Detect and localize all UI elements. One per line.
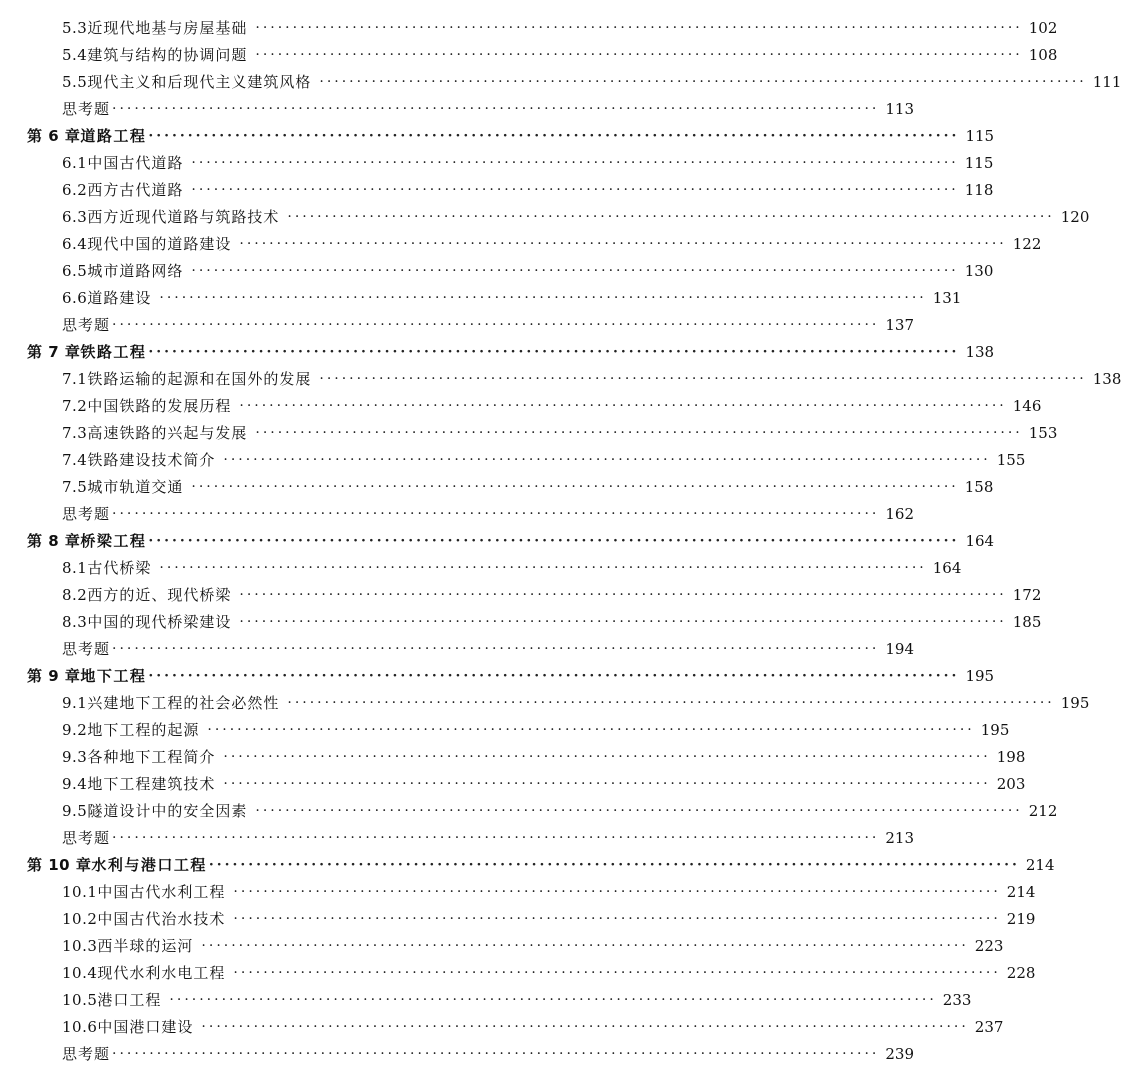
dot-leader: ······································································································· bbox=[239, 398, 1007, 414]
page-number: 120 bbox=[1060, 208, 1090, 226]
dot-leader: ······································································································· bbox=[239, 236, 1007, 252]
toc-chapter-row[interactable] bbox=[0, 663, 995, 690]
page-number: 115 bbox=[964, 154, 994, 172]
page-number: 138 bbox=[1092, 370, 1121, 388]
page-number: 130 bbox=[964, 262, 994, 280]
toc-section-row[interactable] bbox=[0, 960, 1036, 987]
page-number: 158 bbox=[964, 478, 994, 496]
section-number: 7.1 bbox=[62, 370, 88, 388]
page-number: 111 bbox=[1092, 73, 1121, 91]
section-number: 10.5 bbox=[62, 991, 98, 1009]
chapter-number: 第 6 章 bbox=[27, 127, 81, 145]
chapter-title: 地下工程 bbox=[80, 667, 147, 685]
section-number: 5.3 bbox=[62, 19, 88, 37]
page-number: 102 bbox=[1028, 19, 1058, 37]
toc-section-row[interactable] bbox=[0, 1014, 1004, 1041]
toc-exercises-row[interactable] bbox=[0, 96, 915, 123]
section-title: 各种地下工程简介 bbox=[87, 748, 216, 766]
dot-leader: ······································································································· bbox=[191, 479, 959, 495]
dot-leader: ······································································································· bbox=[201, 938, 969, 954]
section-number: 6.1 bbox=[62, 154, 88, 172]
chapter-title: 道路工程 bbox=[80, 127, 147, 145]
table-of-contents bbox=[0, 15, 1121, 1068]
exercises-title: 思考题 bbox=[62, 640, 111, 658]
toc-section-row[interactable] bbox=[0, 177, 994, 204]
section-title: 中国港口建设 bbox=[97, 1018, 194, 1036]
toc-section-row[interactable] bbox=[0, 231, 1042, 258]
section-title: 兴建地下工程的社会必然性 bbox=[87, 694, 280, 712]
page-number: 228 bbox=[1006, 964, 1036, 982]
toc-section-row[interactable] bbox=[0, 987, 972, 1014]
section-title: 中国铁路的发展历程 bbox=[87, 397, 232, 415]
toc-section-row[interactable] bbox=[0, 744, 1026, 771]
toc-exercises-row[interactable] bbox=[0, 1041, 915, 1068]
section-title: 地下工程的起源 bbox=[87, 721, 200, 739]
toc-exercises-row[interactable] bbox=[0, 636, 915, 663]
page-number: 214 bbox=[1006, 883, 1036, 901]
toc-exercises-row[interactable] bbox=[0, 501, 915, 528]
toc-section-row[interactable] bbox=[0, 258, 994, 285]
dot-leader: ······································································································· bbox=[223, 452, 991, 468]
section-title: 中国古代道路 bbox=[87, 154, 184, 172]
section-number: 5.5 bbox=[62, 73, 88, 91]
section-title: 现代主义和后现代主义建筑风格 bbox=[87, 73, 312, 91]
toc-section-row[interactable] bbox=[0, 582, 1042, 609]
section-number: 6.6 bbox=[62, 289, 88, 307]
toc-section-row[interactable] bbox=[0, 285, 962, 312]
section-number: 10.3 bbox=[62, 937, 98, 955]
section-number: 9.5 bbox=[62, 802, 88, 820]
dot-leader: ······································································································· bbox=[223, 776, 991, 792]
section-title: 现代中国的道路建设 bbox=[87, 235, 232, 253]
toc-section-row[interactable] bbox=[0, 906, 1036, 933]
section-title: 道路建设 bbox=[87, 289, 152, 307]
page-number: 118 bbox=[964, 181, 994, 199]
toc-section-row[interactable] bbox=[0, 420, 1058, 447]
dot-leader: ······································································································· bbox=[239, 587, 1007, 603]
chapter-title: 桥梁工程 bbox=[80, 532, 147, 550]
dot-leader: ······································································································· bbox=[159, 560, 927, 576]
page-number: 237 bbox=[974, 1018, 1004, 1036]
exercises-title: 思考题 bbox=[62, 505, 111, 523]
dot-leader: ······································································································· bbox=[148, 128, 960, 144]
dot-leader: ······································································································· bbox=[287, 209, 1055, 225]
toc-exercises-row[interactable] bbox=[0, 825, 915, 852]
dot-leader: ······································································································· bbox=[112, 317, 880, 333]
section-number: 10.2 bbox=[62, 910, 98, 928]
chapter-number: 第 8 章 bbox=[27, 532, 81, 550]
section-title: 城市轨道交通 bbox=[87, 478, 184, 496]
section-number: 8.2 bbox=[62, 586, 88, 604]
section-title: 现代水利水电工程 bbox=[97, 964, 226, 982]
chapter-number: 第 7 章 bbox=[27, 343, 81, 361]
section-number: 10.6 bbox=[62, 1018, 98, 1036]
section-number: 7.4 bbox=[62, 451, 88, 469]
section-number: 7.3 bbox=[62, 424, 88, 442]
section-title: 高速铁路的兴起与发展 bbox=[87, 424, 248, 442]
toc-section-row[interactable] bbox=[0, 42, 1058, 69]
dot-leader: ······································································································· bbox=[207, 722, 975, 738]
section-number: 9.4 bbox=[62, 775, 88, 793]
dot-leader: ······································································································· bbox=[319, 74, 1087, 90]
section-title: 中国的现代桥梁建设 bbox=[87, 613, 232, 631]
toc-section-row[interactable] bbox=[0, 474, 994, 501]
toc-section-row[interactable] bbox=[0, 204, 1090, 231]
section-title: 隧道设计中的安全因素 bbox=[87, 802, 248, 820]
dot-leader: ······································································································· bbox=[191, 155, 959, 171]
page-number: 198 bbox=[996, 748, 1026, 766]
dot-leader: ······································································································· bbox=[112, 830, 880, 846]
toc-section-row[interactable] bbox=[0, 933, 1004, 960]
page-number: 153 bbox=[1028, 424, 1058, 442]
toc-section-row[interactable] bbox=[0, 366, 1121, 393]
toc-section-row[interactable] bbox=[0, 447, 1026, 474]
section-number: 9.3 bbox=[62, 748, 88, 766]
page-number: 195 bbox=[965, 667, 995, 685]
page-number: 137 bbox=[885, 316, 915, 334]
page-number: 213 bbox=[885, 829, 915, 847]
section-title: 近现代地基与房屋基础 bbox=[87, 19, 248, 37]
section-number: 9.2 bbox=[62, 721, 88, 739]
section-title: 西方近现代道路与筑路技术 bbox=[87, 208, 280, 226]
page-number: 195 bbox=[1060, 694, 1090, 712]
section-number: 6.5 bbox=[62, 262, 88, 280]
exercises-title: 思考题 bbox=[62, 100, 111, 118]
dot-leader: ······································································································· bbox=[255, 47, 1023, 63]
dot-leader: ······································································································· bbox=[239, 614, 1007, 630]
section-number: 6.3 bbox=[62, 208, 88, 226]
page-number: 203 bbox=[996, 775, 1026, 793]
dot-leader: ······································································································· bbox=[191, 263, 959, 279]
toc-section-row[interactable] bbox=[0, 69, 1121, 96]
toc-chapter-row[interactable] bbox=[0, 528, 995, 555]
dot-leader: ······································································································· bbox=[319, 371, 1087, 387]
section-number: 5.4 bbox=[62, 46, 88, 64]
section-title: 港口工程 bbox=[97, 991, 162, 1009]
exercises-title: 思考题 bbox=[62, 316, 111, 334]
section-title: 铁路建设技术简介 bbox=[87, 451, 216, 469]
dot-leader: ······································································································· bbox=[233, 884, 1001, 900]
toc-section-row[interactable] bbox=[0, 15, 1058, 42]
toc-exercises-row[interactable] bbox=[0, 312, 915, 339]
section-title: 中国古代水利工程 bbox=[97, 883, 226, 901]
section-title: 地下工程建筑技术 bbox=[87, 775, 216, 793]
chapter-title: 水利与港口工程 bbox=[91, 856, 207, 874]
section-title: 建筑与结构的协调问题 bbox=[87, 46, 248, 64]
section-number: 7.2 bbox=[62, 397, 88, 415]
dot-leader: ······································································································· bbox=[148, 344, 960, 360]
toc-section-row[interactable] bbox=[0, 393, 1042, 420]
dot-leader: ······································································································· bbox=[255, 803, 1023, 819]
toc-section-row[interactable] bbox=[0, 717, 1010, 744]
section-title: 古代桥梁 bbox=[87, 559, 152, 577]
toc-section-row[interactable] bbox=[0, 798, 1058, 825]
dot-leader: ······································································································· bbox=[112, 101, 880, 117]
section-number: 10.4 bbox=[62, 964, 98, 982]
dot-leader: ······································································································· bbox=[255, 425, 1023, 441]
section-title: 西方古代道路 bbox=[87, 181, 184, 199]
dot-leader: ······································································································· bbox=[148, 533, 960, 549]
toc-section-row[interactable] bbox=[0, 555, 962, 582]
page-number: 115 bbox=[965, 127, 995, 145]
dot-leader: ······································································································· bbox=[112, 506, 880, 522]
page-number: 233 bbox=[942, 991, 972, 1009]
dot-leader: ······································································································· bbox=[223, 749, 991, 765]
page-number: 239 bbox=[885, 1045, 915, 1063]
toc-section-row[interactable] bbox=[0, 609, 1042, 636]
page-number: 162 bbox=[885, 505, 915, 523]
page-number: 164 bbox=[932, 559, 962, 577]
section-number: 8.3 bbox=[62, 613, 88, 631]
page-number: 219 bbox=[1006, 910, 1036, 928]
toc-chapter-row[interactable] bbox=[0, 123, 995, 150]
dot-leader: ······································································································· bbox=[287, 695, 1055, 711]
dot-leader: ······································································································· bbox=[169, 992, 937, 1008]
page-number: 108 bbox=[1028, 46, 1058, 64]
dot-leader: ······································································································· bbox=[201, 1019, 969, 1035]
page-number: 146 bbox=[1012, 397, 1042, 415]
toc-section-row[interactable] bbox=[0, 771, 1026, 798]
page-number: 214 bbox=[1025, 856, 1055, 874]
section-title: 西方的近、现代桥梁 bbox=[87, 586, 232, 604]
page-number: 172 bbox=[1012, 586, 1042, 604]
toc-section-row[interactable] bbox=[0, 150, 994, 177]
dot-leader: ······································································································· bbox=[191, 182, 959, 198]
dot-leader: ······································································································· bbox=[233, 965, 1001, 981]
page-number: 164 bbox=[965, 532, 995, 550]
dot-leader: ······································································································· bbox=[112, 641, 880, 657]
page-number: 131 bbox=[932, 289, 962, 307]
toc-section-row[interactable] bbox=[0, 879, 1036, 906]
section-number: 6.4 bbox=[62, 235, 88, 253]
dot-leader: ······································································································· bbox=[255, 20, 1023, 36]
section-title: 西半球的运河 bbox=[97, 937, 194, 955]
exercises-title: 思考题 bbox=[62, 829, 111, 847]
page-number: 212 bbox=[1028, 802, 1058, 820]
page-number: 195 bbox=[980, 721, 1010, 739]
section-title: 铁路运输的起源和在国外的发展 bbox=[87, 370, 312, 388]
dot-leader: ······································································································· bbox=[148, 668, 960, 684]
section-number: 8.1 bbox=[62, 559, 88, 577]
dot-leader: ······································································································· bbox=[208, 857, 1020, 873]
page-number: 194 bbox=[885, 640, 915, 658]
section-title: 中国古代治水技术 bbox=[97, 910, 226, 928]
section-number: 6.2 bbox=[62, 181, 88, 199]
section-number: 10.1 bbox=[62, 883, 98, 901]
chapter-title: 铁路工程 bbox=[80, 343, 147, 361]
exercises-title: 思考题 bbox=[62, 1045, 111, 1063]
section-number: 7.5 bbox=[62, 478, 88, 496]
page-number: 185 bbox=[1012, 613, 1042, 631]
section-number: 9.1 bbox=[62, 694, 88, 712]
dot-leader: ······································································································· bbox=[112, 1046, 880, 1062]
dot-leader: ······································································································· bbox=[233, 911, 1001, 927]
page-number: 113 bbox=[885, 100, 915, 118]
dot-leader: ······································································································· bbox=[159, 290, 927, 306]
chapter-number: 第 9 章 bbox=[27, 667, 81, 685]
page-number: 223 bbox=[974, 937, 1004, 955]
page-number: 155 bbox=[996, 451, 1026, 469]
toc-chapter-row[interactable] bbox=[0, 852, 1055, 879]
toc-chapter-row[interactable] bbox=[0, 339, 995, 366]
page-number: 138 bbox=[965, 343, 995, 361]
section-title: 城市道路网络 bbox=[87, 262, 184, 280]
page-number: 122 bbox=[1012, 235, 1042, 253]
toc-section-row[interactable] bbox=[0, 690, 1090, 717]
chapter-number: 第 10 章 bbox=[27, 856, 92, 874]
